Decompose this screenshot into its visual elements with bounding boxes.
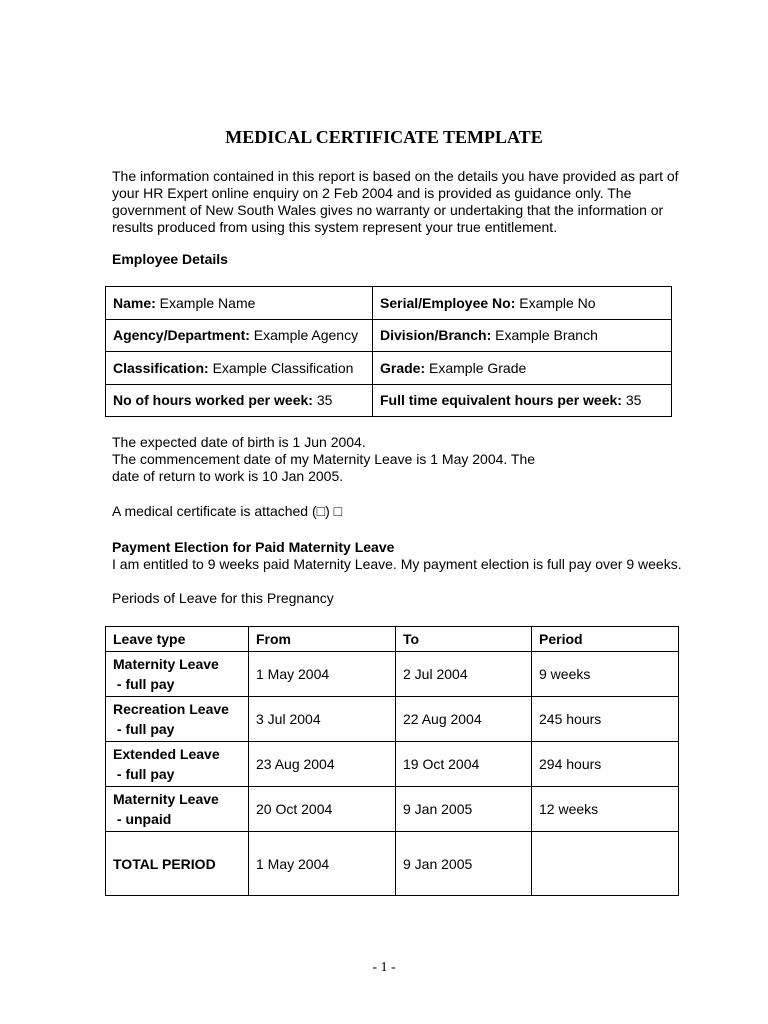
leave-type-line: Recreation Leave xyxy=(113,701,229,717)
dates-paragraph xyxy=(112,434,682,485)
dates-line: The commencement date of my Maternity Leave is 1 May 2004. The xyxy=(112,451,536,467)
from-cell: 20 Oct 2004 xyxy=(249,787,396,832)
table-row xyxy=(106,742,679,787)
fte-value: 35 xyxy=(621,392,642,409)
medical-certificate-attached: A medical certificate is attached (□) □ xyxy=(112,503,343,519)
leave-type-line: Maternity Leave xyxy=(113,656,219,672)
table-row xyxy=(106,384,672,417)
payment-election-text: I am entitled to 9 weeks paid Maternity Leave. My payment election is full pay over 9 weeks. xyxy=(112,556,682,572)
serial-label: Serial/Employee No: xyxy=(380,294,516,311)
periods-heading: Periods of Leave for this Pregnancy xyxy=(112,590,334,606)
period-cell: 9 weeks xyxy=(532,652,679,697)
document-title: MEDICAL CERTIFICATE TEMPLATE xyxy=(225,127,543,147)
name-label: Name: xyxy=(113,294,156,311)
leave-type-line: - full pay xyxy=(113,766,175,782)
leave-type-cell xyxy=(106,787,249,832)
table-row xyxy=(106,319,672,352)
dates-line: date of return to work is 10 Jan 2005. xyxy=(112,468,344,484)
header-from: From xyxy=(249,627,396,652)
table-row xyxy=(106,787,679,832)
table-row xyxy=(106,287,672,320)
leave-type-line: - unpaid xyxy=(113,811,172,827)
classification-cell xyxy=(106,352,373,385)
leave-type-cell xyxy=(106,697,249,742)
total-to-cell: 9 Jan 2005 xyxy=(396,832,532,896)
to-cell: 19 Oct 2004 xyxy=(396,742,532,787)
to-cell: 22 Aug 2004 xyxy=(396,697,532,742)
total-row xyxy=(106,832,679,896)
grade-value: Example Grade xyxy=(425,359,527,376)
serial-cell xyxy=(373,287,672,320)
leave-type-line: - full pay xyxy=(113,676,175,692)
leave-type-line: Extended Leave xyxy=(113,746,220,762)
grade-label: Grade: xyxy=(380,359,426,376)
hours-value: 35 xyxy=(312,392,333,409)
employee-details-table xyxy=(105,286,672,417)
division-cell xyxy=(373,319,672,352)
from-cell: 3 Jul 2004 xyxy=(249,697,396,742)
intro-line: results produced from using this system represent your true entitlement. xyxy=(112,219,558,235)
serial-value: Example No xyxy=(515,294,596,311)
table-row xyxy=(106,652,679,697)
hours-cell xyxy=(106,384,373,417)
intro-paragraph xyxy=(112,168,682,236)
division-value: Example Branch xyxy=(491,327,598,344)
table-row xyxy=(106,697,679,742)
classification-label: Classification: xyxy=(113,359,209,376)
name-value: Example Name xyxy=(155,294,256,311)
payment-election-heading: Payment Election for Paid Maternity Leave xyxy=(112,539,395,555)
hours-label: No of hours worked per week: xyxy=(113,392,313,409)
total-from-cell: 1 May 2004 xyxy=(249,832,396,896)
to-cell: 2 Jul 2004 xyxy=(396,652,532,697)
period-cell: 245 hours xyxy=(532,697,679,742)
total-label-cell: TOTAL PERIOD xyxy=(106,832,249,896)
leave-type-cell xyxy=(106,652,249,697)
header-leave-type: Leave type xyxy=(106,627,249,652)
intro-line: government of New South Wales gives no warranty or undertaking that the information or xyxy=(112,202,664,218)
period-cell: 294 hours xyxy=(532,742,679,787)
fte-label: Full time equivalent hours per week: xyxy=(380,392,622,409)
leave-type-cell xyxy=(106,742,249,787)
table-header-row xyxy=(106,627,679,652)
period-cell: 12 weeks xyxy=(532,787,679,832)
fte-cell xyxy=(373,384,672,417)
dates-line: The expected date of birth is 1 Jun 2004. xyxy=(112,434,366,450)
leave-type-line: Maternity Leave xyxy=(113,791,219,807)
header-period: Period xyxy=(532,627,679,652)
intro-line: your HR Expert online enquiry on 2 Feb 2004 and is provided as guidance only. The xyxy=(112,185,632,201)
header-to: To xyxy=(396,627,532,652)
grade-cell xyxy=(373,352,672,385)
employee-details-heading: Employee Details xyxy=(112,251,228,267)
division-label: Division/Branch: xyxy=(380,327,492,344)
classification-value: Example Classification xyxy=(208,359,354,376)
to-cell: 9 Jan 2005 xyxy=(396,787,532,832)
agency-cell xyxy=(106,319,373,352)
table-row xyxy=(106,352,672,385)
leave-periods-table xyxy=(105,626,679,896)
agency-label: Agency/Department: xyxy=(113,327,250,344)
leave-type-line: - full pay xyxy=(113,721,175,737)
agency-value: Example Agency xyxy=(249,327,359,344)
from-cell: 1 May 2004 xyxy=(249,652,396,697)
name-cell xyxy=(106,287,373,320)
page-number: - 1 - xyxy=(372,960,396,975)
total-period-cell xyxy=(532,832,679,896)
from-cell: 23 Aug 2004 xyxy=(249,742,396,787)
intro-line: The information contained in this report is based on the details you have provided as part of xyxy=(112,168,679,184)
